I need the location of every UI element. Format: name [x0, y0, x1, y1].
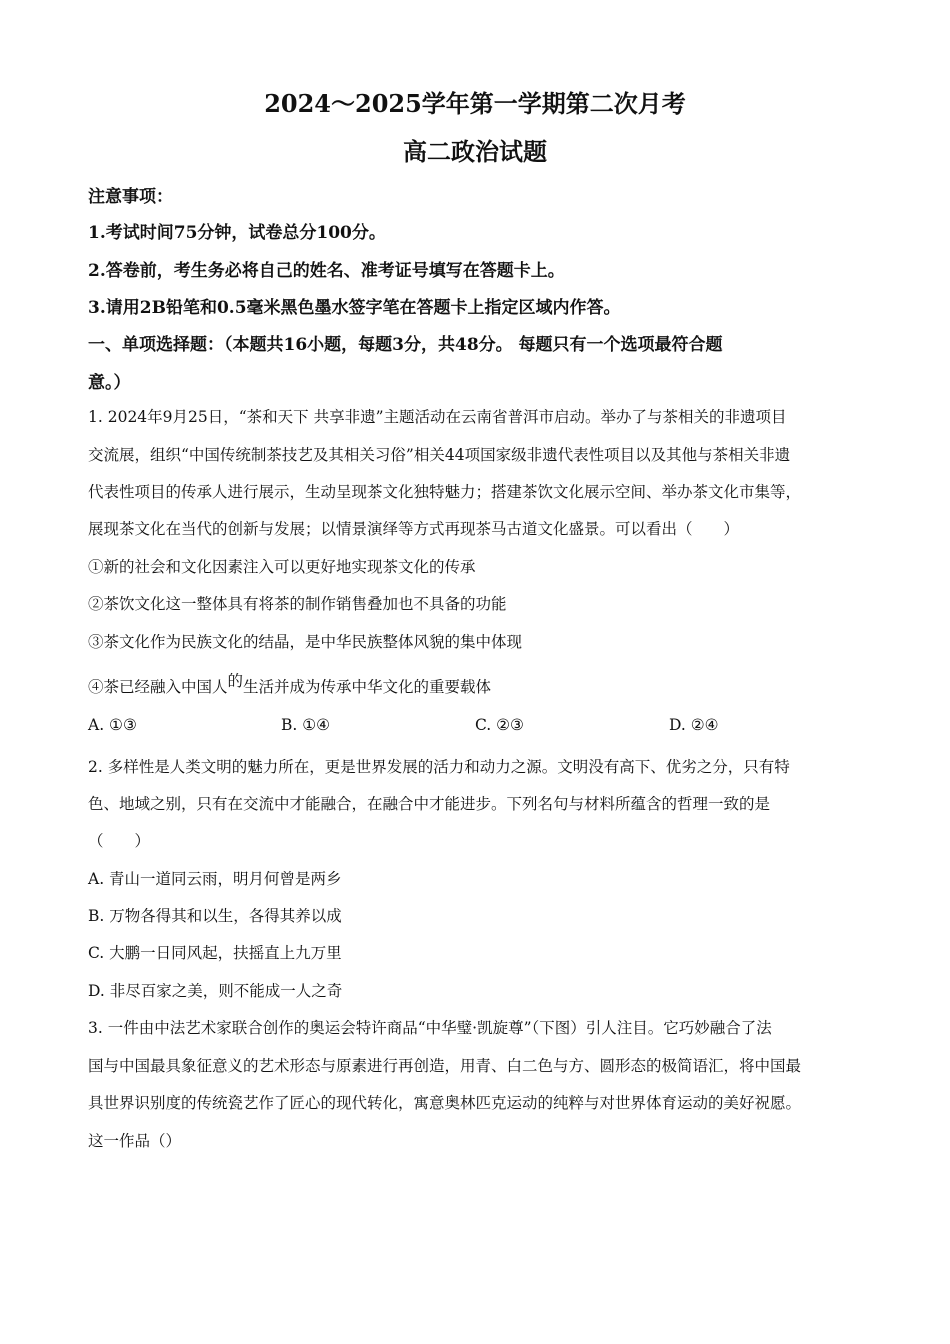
q1-line-2: 交流展，组织“中国传统制茶技艺及其相关习俗”相关44项国家级非遗代表性项目以及其他与茶相关非遗: [88, 446, 791, 464]
q1-option-d[interactable]: D. ②④: [669, 716, 719, 734]
q3-line-1: 3. 一件由中法艺术家联合创作的奥运会特许商品“中华璧·凯旋尊”（下图）引人注目。它巧妙融合了法: [88, 1019, 772, 1037]
page-subtitle: 高二政治试题: [403, 137, 547, 166]
q1-line-1: 1. 2024年9月25日，“茶和天下 共享非遗”主题活动在云南省普洱市启动。举办了与茶相关的非遗项目: [88, 408, 787, 426]
q2-option-b[interactable]: B. 万物各得其和以生，各得其养以成: [88, 907, 342, 925]
q2-option-c[interactable]: C. 大鹏一日同风起，扶摇直上九万里: [88, 944, 342, 962]
q2-option-d[interactable]: D. 非尽百家之美，则不能成一人之奇: [88, 982, 343, 1000]
q1-statement-4-sup: 的: [227, 672, 244, 690]
q2-line-3: （ ）: [88, 832, 151, 850]
q1-line-4: 展现茶文化在当代的创新与发展；以情景演绎等方式再现茶马古道文化盛景。可以看出（ ）: [88, 520, 740, 538]
q2-line-1: 2. 多样性是人类文明的魅力所在，更是世界发展的活力和动力之源。文明没有高下、优劣之分，只有特: [88, 758, 790, 776]
q1-statement-3: ③茶文化作为民族文化的结晶，是中华民族整体风貌的集中体现: [88, 633, 523, 651]
q3-line-3: 具世界识别度的传统瓷艺作了匠心的现代转化，寓意奥林匹克运动的纯粹与对世界体育运动的美好祝愿。: [88, 1094, 802, 1112]
q3-line-4: 这一作品（）: [88, 1132, 182, 1150]
notes-item-3: 3.请用2B铅笔和0.5毫米黑色墨水签字笔在答题卡上指定区域内作答。: [88, 298, 621, 318]
section-heading: 一、单项选择题：（本题共16小题，每题3分，共48分。 每题只有一个选项最符合题: [88, 335, 723, 355]
q2-line-2: 色、地域之别，只有在交流中才能融合，在融合中才能进步。下列名句与材料所蕴含的哲理一致的是: [88, 795, 771, 813]
notes-heading: 注意事项：: [88, 187, 173, 207]
q1-option-c[interactable]: C. ②③: [475, 716, 524, 734]
q1-statement-4: [88, 672, 868, 697]
q2-option-a[interactable]: A. 青山一道同云雨，明月何曾是两乡: [88, 870, 342, 888]
q1-line-3: 代表性项目的传承人进行展示，生动呈现茶文化独特魅力；搭建茶饮文化展示空间、举办茶文化市集等，: [88, 483, 802, 501]
q1-options: [88, 716, 868, 738]
notes-item-1: 1.考试时间75分钟，试卷总分100分。: [88, 223, 386, 243]
q1-statement-4-b: 生活并成为传承中华文化的重要载体: [243, 678, 492, 696]
q1-option-b[interactable]: B. ①④: [281, 716, 331, 734]
q1-option-a[interactable]: A. ①③: [88, 716, 137, 734]
q1-statement-1: ①新的社会和文化因素注入可以更好地实现茶文化的传承: [88, 558, 476, 576]
notes-item-2: 2.答卷前，考生务必将自己的姓名、准考证号填写在答题卡上。: [88, 261, 565, 281]
q3-line-2: 国与中国最具象征意义的艺术形态与原素进行再创造，用青、白二色与方、圆形态的极简语汇，将中国最: [88, 1057, 802, 1075]
page-title: 2024～2025学年第一学期第二次月考: [264, 89, 686, 118]
section-heading-cont: 意。）: [88, 373, 131, 393]
q1-statement-2: ②茶饮文化这一整体具有将茶的制作销售叠加也不具备的功能: [88, 595, 507, 613]
q1-statement-4-a: ④茶已经融入中国人: [88, 678, 228, 696]
